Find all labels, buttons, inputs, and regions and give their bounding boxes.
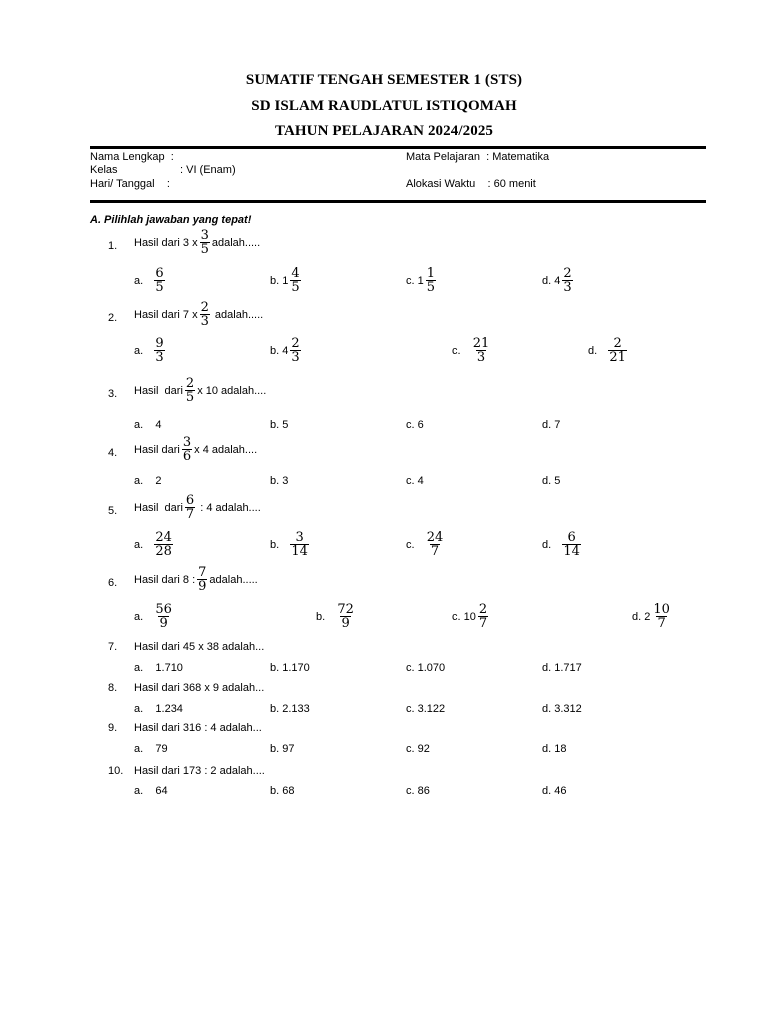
option-fraction: [478, 603, 488, 630]
option-label: c. 1.070: [406, 662, 446, 674]
option-label: a. 1.710: [134, 662, 183, 674]
option-label: a. 4: [134, 419, 162, 431]
option-label: b. 4: [270, 344, 289, 357]
denominator: 3: [155, 350, 164, 365]
numerator: 72: [337, 602, 354, 617]
option-label: b.: [316, 610, 326, 623]
option-d: [588, 337, 629, 364]
question-fraction: [185, 494, 195, 521]
question-suffix: x 4 adalah....: [194, 443, 258, 456]
denominator: 14: [291, 544, 308, 559]
option-label: a. 2: [134, 475, 162, 487]
question-number: 10.: [108, 765, 124, 777]
option-fraction: [652, 603, 671, 630]
numerator: 24: [426, 530, 444, 545]
option-label: b.: [270, 538, 280, 551]
option-c: [406, 475, 424, 487]
option-label: b. 2.133: [270, 703, 310, 715]
section-title: A. Pilihlah jawaban yang tepat!: [90, 214, 252, 226]
option-b: [270, 475, 288, 487]
numerator: 9: [155, 336, 164, 351]
numerator: 4: [291, 266, 300, 281]
option-b: [270, 662, 310, 674]
option-label: c. 86: [406, 785, 430, 797]
question-suffix: x 10 adalah....: [197, 384, 267, 397]
option-d: [542, 662, 582, 674]
numerator: 2: [291, 336, 300, 351]
option-label: c.: [406, 538, 415, 551]
option-a: [134, 337, 167, 364]
denominator: 28: [155, 544, 172, 559]
option-label: a. 79: [134, 743, 168, 755]
question-number: 2.: [108, 312, 118, 324]
option-c: [406, 785, 430, 797]
question-suffix: adalah.....: [211, 236, 261, 249]
question-prefix: Hasil dari 316 : 4 adalah...: [134, 722, 262, 734]
denominator: 5: [426, 280, 436, 295]
option-label: a.: [134, 344, 144, 357]
question-text: [134, 301, 263, 328]
question-number: 3.: [108, 388, 118, 400]
mapel-field: Mata Pelajaran : Matematika: [406, 151, 550, 163]
option-fraction: [562, 531, 581, 558]
option-label: a. 1.234: [134, 703, 183, 715]
option-label: a. 64: [134, 785, 168, 797]
option-b: [270, 703, 310, 715]
question-suffix: adalah.....: [211, 308, 264, 321]
option-label: d.: [542, 538, 552, 551]
question-number: 4.: [108, 447, 118, 459]
question-number: 9.: [108, 722, 118, 734]
numerator: 2: [478, 602, 488, 617]
question-prefix: Hasil dari 368 x 9 adalah...: [134, 682, 265, 694]
question-prefix: Hasil dari 7 x: [134, 308, 198, 321]
denominator: 9: [198, 579, 207, 594]
kelas-value: : VI (Enam): [180, 164, 236, 176]
question-suffix: adalah.....: [209, 573, 258, 586]
question-fraction: [200, 229, 210, 256]
option-label: d. 7: [542, 419, 561, 431]
question-text: [134, 765, 265, 777]
option-fraction: [290, 267, 300, 294]
numerator: 6: [567, 530, 576, 545]
option-label: b. 1.170: [270, 662, 310, 674]
numerator: 1: [426, 266, 436, 281]
option-c: [406, 531, 446, 558]
question-number: 5.: [108, 505, 118, 517]
option-a: [134, 743, 168, 755]
option-d: [542, 267, 575, 294]
bottom-divider: [90, 200, 706, 203]
denominator: 5: [185, 390, 195, 405]
option-a: [134, 419, 162, 431]
option-b: [270, 531, 311, 558]
option-label: d. 18: [542, 743, 567, 755]
question-fraction: [185, 377, 195, 404]
numerator: 2: [613, 336, 622, 351]
option-label: c. 1: [406, 274, 424, 287]
question-prefix: Hasil dari 173 : 2 adalah....: [134, 765, 265, 777]
hari-label: Hari/ Tanggal :: [90, 178, 170, 190]
option-d: [542, 475, 560, 487]
numerator: 7: [198, 565, 207, 580]
numerator: 21: [472, 336, 490, 351]
option-a: [134, 603, 175, 630]
denominator: 3: [200, 314, 209, 329]
numerator: 2: [185, 376, 195, 391]
numerator: 2: [200, 300, 209, 315]
option-label: b. 97: [270, 743, 295, 755]
option-a: [134, 531, 175, 558]
question-fraction: [200, 301, 210, 328]
denominator: 5: [155, 280, 164, 295]
option-a: [134, 785, 168, 797]
option-label: a.: [134, 610, 144, 623]
option-c: [406, 419, 424, 431]
option-d: [542, 419, 560, 431]
question-text: [134, 682, 264, 694]
option-c: [452, 603, 490, 630]
numerator: 56: [155, 602, 172, 617]
option-fraction: [154, 267, 164, 294]
question-number: 8.: [108, 682, 118, 694]
option-fraction: [472, 337, 491, 364]
alokasi-field: Alokasi Waktu : 60 menit: [406, 178, 536, 190]
option-label: d. 5: [542, 475, 561, 487]
question-text: [134, 377, 266, 404]
option-label: c. 92: [406, 743, 430, 755]
option-fraction: [336, 603, 355, 630]
school-name: SD ISLAM RAUDLATUL ISTIQOMAH: [251, 98, 517, 114]
option-b: [270, 785, 294, 797]
option-label: d.: [588, 344, 598, 357]
exam-title: SUMATIF TENGAH SEMESTER 1 (STS): [245, 72, 523, 88]
denominator: 5: [291, 280, 300, 295]
numerator: 3: [295, 530, 304, 545]
denominator: 21: [609, 350, 626, 365]
option-fraction: [426, 267, 436, 294]
option-fraction: [426, 531, 445, 558]
option-d: [542, 743, 566, 755]
option-label: b. 68: [270, 785, 295, 797]
top-divider: [90, 146, 706, 149]
question-text: [134, 436, 257, 463]
option-a: [134, 475, 162, 487]
option-fraction: [562, 267, 572, 294]
option-d: [542, 531, 583, 558]
denominator: 7: [185, 507, 195, 522]
question-prefix: Hasil dari: [134, 443, 180, 456]
nama-label: Nama Lengkap :: [90, 151, 174, 163]
option-b: [270, 337, 303, 364]
denominator: 7: [430, 544, 440, 559]
option-d: [632, 603, 673, 630]
option-label: c. 3.122: [406, 703, 446, 715]
option-label: a.: [134, 274, 144, 287]
numerator: 2: [563, 266, 572, 281]
option-c: [406, 703, 445, 715]
option-b: [270, 743, 294, 755]
option-a: [134, 703, 183, 715]
denominator: 6: [182, 449, 192, 464]
option-c: [452, 337, 492, 364]
option-label: d. 1.717: [542, 662, 582, 674]
denominator: 5: [200, 242, 209, 257]
denominator: 7: [478, 616, 488, 631]
option-label: d. 4: [542, 274, 561, 287]
denominator: 14: [563, 544, 580, 559]
question-text: [134, 229, 260, 256]
option-d: [542, 703, 582, 715]
option-fraction: [608, 337, 627, 364]
academic-year: TAHUN PELAJARAN 2024/2025: [274, 123, 494, 139]
question-fraction: [182, 436, 192, 463]
question-number: 6.: [108, 577, 118, 589]
question-text: [134, 566, 258, 593]
question-suffix: : 4 adalah....: [197, 501, 261, 514]
option-b: [270, 267, 303, 294]
option-label: c. 6: [406, 419, 424, 431]
option-label: c.: [452, 344, 461, 357]
option-label: b. 5: [270, 419, 289, 431]
option-c: [406, 662, 445, 674]
option-label: d. 3.312: [542, 703, 582, 715]
option-label: b. 3: [270, 475, 289, 487]
option-b: [270, 419, 288, 431]
option-label: a.: [134, 538, 144, 551]
question-fraction: [197, 566, 207, 593]
option-label: d. 46: [542, 785, 567, 797]
question-number: 7.: [108, 641, 118, 653]
option-fraction: [154, 337, 164, 364]
numerator: 24: [155, 530, 172, 545]
option-b: [316, 603, 357, 630]
option-a: [134, 267, 167, 294]
denominator: 7: [657, 616, 666, 631]
question-text: [134, 641, 264, 653]
question-prefix: Hasil dari 8 :: [134, 573, 196, 586]
question-text: [134, 494, 261, 521]
numerator: 3: [200, 228, 209, 243]
denominator: 9: [341, 616, 350, 631]
option-label: c. 4: [406, 475, 424, 487]
option-c: [406, 267, 438, 294]
denominator: 3: [291, 350, 300, 365]
question-prefix: Hasil dari 3 x: [134, 236, 198, 249]
option-fraction: [290, 531, 309, 558]
numerator: 3: [182, 435, 192, 450]
question-text: [134, 722, 262, 734]
option-label: c. 10: [452, 610, 476, 623]
option-a: [134, 662, 183, 674]
numerator: 6: [155, 266, 164, 281]
question-prefix: Hasil dari: [134, 501, 183, 514]
option-fraction: [290, 337, 300, 364]
question-prefix: Hasil dari: [134, 384, 183, 397]
option-c: [406, 743, 430, 755]
denominator: 3: [476, 350, 486, 365]
question-prefix: Hasil dari 45 x 38 adalah...: [134, 641, 265, 653]
question-number: 1.: [108, 240, 118, 252]
option-fraction: [154, 531, 173, 558]
numerator: 6: [185, 493, 195, 508]
option-label: d. 2: [632, 610, 651, 623]
denominator: 3: [563, 280, 572, 295]
kelas-label: Kelas: [90, 164, 118, 176]
numerator: 10: [653, 602, 670, 617]
option-label: b. 1: [270, 274, 289, 287]
option-fraction: [154, 603, 173, 630]
option-d: [542, 785, 566, 797]
denominator: 9: [159, 616, 168, 631]
